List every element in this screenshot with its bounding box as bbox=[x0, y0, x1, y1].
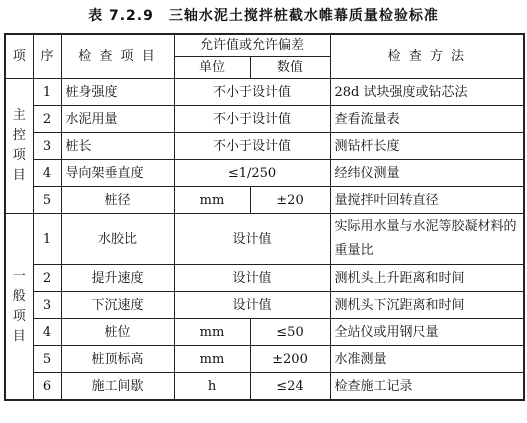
group-label-char: 一 bbox=[12, 268, 26, 284]
row-value: ≤24 bbox=[250, 373, 330, 401]
row-unit: h bbox=[174, 373, 250, 401]
table-row bbox=[5, 265, 524, 292]
row-seq: 1 bbox=[33, 79, 61, 106]
row-method: 测机头下沉距离和时间 bbox=[330, 292, 524, 319]
row-item: 桩顶标高 bbox=[61, 346, 174, 373]
row-item: 桩长 bbox=[61, 133, 174, 160]
header-value: 数值 bbox=[250, 57, 330, 79]
row-item: 提升速度 bbox=[61, 265, 174, 292]
header-category: 项 bbox=[5, 34, 33, 79]
row-seq: 5 bbox=[33, 346, 61, 373]
row-method: 28d 试块强度或钻芯法 bbox=[330, 79, 524, 106]
row-item: 桩位 bbox=[61, 319, 174, 346]
row-method: 量搅拌叶回转直径 bbox=[330, 187, 524, 214]
table-row bbox=[5, 187, 524, 214]
row-unit: mm bbox=[174, 187, 250, 214]
table-row bbox=[5, 160, 524, 187]
quality-standard-table bbox=[4, 33, 525, 401]
row-item: 施工间歇 bbox=[61, 373, 174, 401]
group-label-char: 目 bbox=[12, 168, 26, 183]
row-tolerance: 不小于设计值 bbox=[174, 106, 330, 133]
group-label-char: 般 bbox=[12, 288, 26, 304]
row-seq: 5 bbox=[33, 187, 61, 214]
group-label-char: 项 bbox=[12, 308, 26, 324]
row-value: ±200 bbox=[250, 346, 330, 373]
row-item: 水泥用量 bbox=[61, 106, 174, 133]
header-method: 检 查 方 法 bbox=[330, 34, 524, 79]
row-seq: 3 bbox=[33, 133, 61, 160]
group-label-char: 目 bbox=[12, 328, 26, 344]
row-seq: 3 bbox=[33, 292, 61, 319]
row-method: 实际用水量与水泥等胶凝材料的重量比 bbox=[330, 214, 524, 265]
row-seq: 6 bbox=[33, 373, 61, 401]
row-seq: 4 bbox=[33, 319, 61, 346]
table-row bbox=[5, 346, 524, 373]
group-label-char: 项 bbox=[12, 148, 26, 163]
row-tolerance: 不小于设计值 bbox=[174, 133, 330, 160]
group-label-general bbox=[5, 214, 33, 401]
group-label-main bbox=[5, 79, 33, 214]
header-item: 检 查 项 目 bbox=[61, 34, 174, 79]
row-item: 桩径 bbox=[61, 187, 174, 214]
row-tolerance: 设计值 bbox=[174, 214, 330, 265]
group-label-char: 控 bbox=[12, 128, 26, 143]
row-tolerance: ≤1/250 bbox=[174, 160, 330, 187]
table-row bbox=[5, 214, 524, 265]
row-tolerance: 设计值 bbox=[174, 265, 330, 292]
table-row bbox=[5, 106, 524, 133]
row-value: ±20 bbox=[250, 187, 330, 214]
table-row bbox=[5, 373, 524, 401]
row-method: 经纬仪测量 bbox=[330, 160, 524, 187]
row-method: 测钻杆长度 bbox=[330, 133, 524, 160]
table-title: 表 7.2.9 三轴水泥土搅拌桩截水帷幕质量检验标准 bbox=[88, 8, 439, 24]
table-row bbox=[5, 133, 524, 160]
table-row bbox=[5, 319, 524, 346]
row-seq: 1 bbox=[33, 214, 61, 265]
row-method: 水准测量 bbox=[330, 346, 524, 373]
row-method: 测机头上升距离和时间 bbox=[330, 265, 524, 292]
header-row bbox=[5, 34, 524, 57]
table-row bbox=[5, 79, 524, 106]
header-unit: 单位 bbox=[174, 57, 250, 79]
row-tolerance: 不小于设计值 bbox=[174, 79, 330, 106]
row-item: 下沉速度 bbox=[61, 292, 174, 319]
row-seq: 2 bbox=[33, 106, 61, 133]
table-row bbox=[5, 292, 524, 319]
row-seq: 4 bbox=[33, 160, 61, 187]
header-seq: 序 bbox=[33, 34, 61, 79]
row-method: 查看流量表 bbox=[330, 106, 524, 133]
row-item: 水胶比 bbox=[61, 214, 174, 265]
row-item: 导向架垂直度 bbox=[61, 160, 174, 187]
row-method: 检查施工记录 bbox=[330, 373, 524, 401]
row-seq: 2 bbox=[33, 265, 61, 292]
row-unit: mm bbox=[174, 319, 250, 346]
row-unit: mm bbox=[174, 346, 250, 373]
header-tolerance: 允许值或允许偏差 bbox=[174, 34, 330, 57]
row-item: 桩身强度 bbox=[61, 79, 174, 106]
row-tolerance: 设计值 bbox=[174, 292, 330, 319]
row-value: ≤50 bbox=[250, 319, 330, 346]
row-method: 全站仪或用钢尺量 bbox=[330, 319, 524, 346]
group-label-char: 主 bbox=[12, 108, 26, 123]
